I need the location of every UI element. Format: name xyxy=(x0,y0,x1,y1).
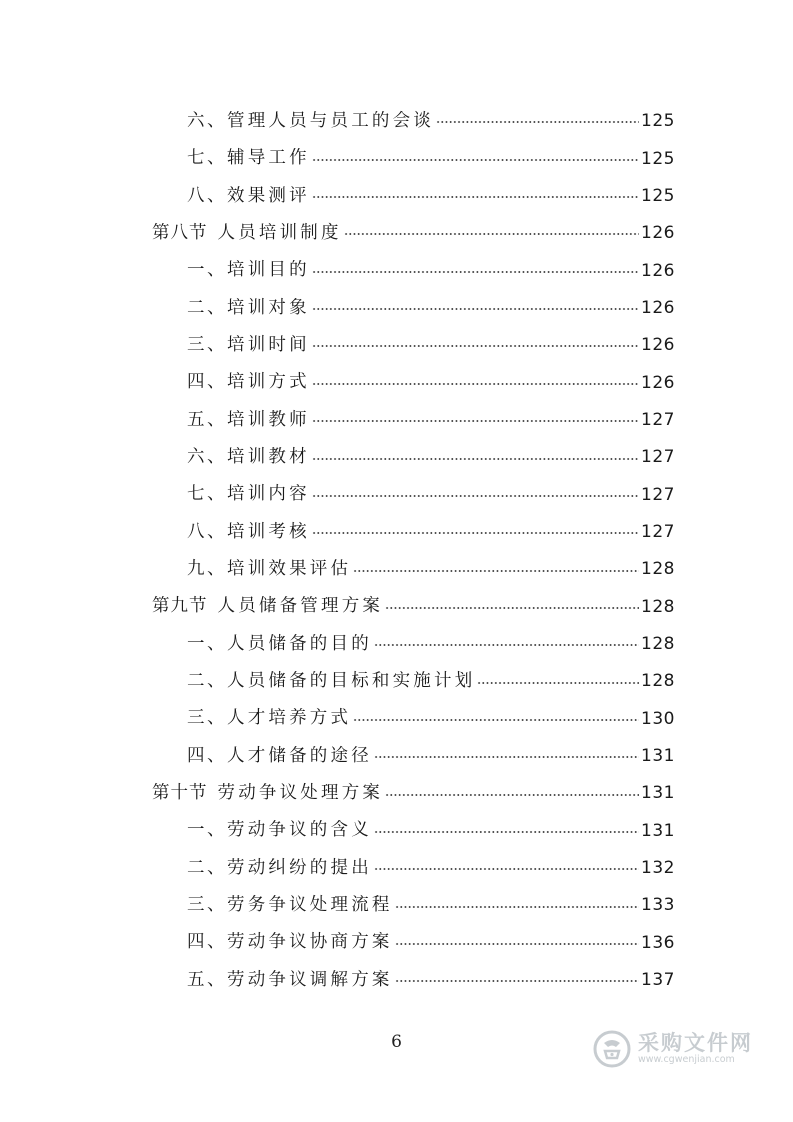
watermark xyxy=(592,1024,762,1074)
toc-entry-number: 三、 xyxy=(187,334,227,355)
toc-entry-number: 第十节 xyxy=(152,783,208,804)
dot-leader xyxy=(312,338,639,348)
toc-entry-row[interactable] xyxy=(0,364,793,401)
toc-entry-row[interactable] xyxy=(0,663,793,700)
toc-entry-number: 一、 xyxy=(187,820,227,841)
toc-entry-title: 人才培养方式 xyxy=(227,708,352,729)
toc-entry-number: 一、 xyxy=(187,260,227,281)
toc-entry xyxy=(187,897,675,915)
toc-entry-row[interactable] xyxy=(0,439,793,476)
toc-entry-number: 二、 xyxy=(187,671,227,692)
toc-entry-title: 培训目的 xyxy=(227,260,310,281)
toc-entry-number: 九、 xyxy=(187,559,227,580)
toc-entry-number: 六、 xyxy=(187,447,227,468)
toc-entry-number: 第九节 xyxy=(152,596,208,617)
toc-entry-page: 128 xyxy=(641,671,675,692)
toc-entry-title: 人员培训制度 xyxy=(217,222,342,243)
dot-leader xyxy=(395,973,639,983)
toc-entry xyxy=(187,185,675,206)
toc-entry-title: 培训效果评估 xyxy=(227,559,352,580)
toc-entry xyxy=(187,673,675,691)
toc-entry-page: 130 xyxy=(641,708,675,729)
dot-leader xyxy=(477,675,639,685)
toc-entry-row[interactable] xyxy=(0,887,793,924)
watermark-name: 采购文件网 xyxy=(638,1031,753,1056)
toc-entry-title: 人才储备的途径 xyxy=(227,745,372,766)
toc-entry-title: 培训内容 xyxy=(227,484,310,505)
toc-entry xyxy=(152,598,675,616)
toc-entry-title: 人员储备的目标和实施计划 xyxy=(227,671,476,692)
toc-entry xyxy=(187,857,675,879)
toc-entry xyxy=(187,710,675,728)
toc-entry-page: 126 xyxy=(641,260,675,281)
dot-leader xyxy=(385,600,639,610)
toc-entry-number: 一、 xyxy=(187,633,227,654)
toc-entry-number: 四、 xyxy=(187,932,227,953)
toc-entry-page: 136 xyxy=(641,932,675,953)
toc-entry xyxy=(187,745,675,767)
toc-entry-number: 五、 xyxy=(187,409,227,430)
toc-entry-title: 培训方式 xyxy=(227,372,310,393)
dot-leader xyxy=(312,488,639,498)
toc-entry xyxy=(187,262,675,280)
toc-entry-row[interactable] xyxy=(0,290,793,327)
dot-leader xyxy=(312,525,639,535)
toc-entry-page: 127 xyxy=(641,521,675,542)
toc-entry-title: 辅导工作 xyxy=(227,148,310,169)
toc-entry-page: 131 xyxy=(641,746,675,767)
toc-entry-row[interactable] xyxy=(0,476,793,513)
toc-entry-row[interactable] xyxy=(0,962,793,999)
toc-entry xyxy=(187,150,675,168)
toc-entry xyxy=(187,969,675,991)
dot-leader xyxy=(374,749,639,759)
toc-entry-page: 128 xyxy=(641,596,675,617)
toc-entry-page: 132 xyxy=(641,858,675,879)
toc-entry xyxy=(187,521,675,542)
toc-section-row[interactable] xyxy=(0,588,793,625)
toc-entry-page: 131 xyxy=(641,820,675,841)
toc-entry-row[interactable] xyxy=(0,701,793,738)
toc-entry-row[interactable] xyxy=(0,626,793,663)
dot-leader xyxy=(353,712,639,722)
toc-entry-row[interactable] xyxy=(0,925,793,962)
toc-entry-title: 培训教材 xyxy=(227,447,310,468)
dot-leader xyxy=(312,189,639,199)
toc-entry-title: 劳动纠纷的提出 xyxy=(227,857,372,878)
toc-entry-row[interactable] xyxy=(0,551,793,588)
dot-leader xyxy=(344,226,639,236)
toc-entry xyxy=(187,374,675,392)
dot-leader xyxy=(436,114,639,124)
toc-entry-title: 劳动争议处理方案 xyxy=(217,783,384,804)
toc-entry-row[interactable] xyxy=(0,850,793,887)
toc-entry-row[interactable] xyxy=(0,178,793,215)
toc-entry-title: 劳动争议调解方案 xyxy=(227,969,393,990)
toc-entry-number: 四、 xyxy=(187,372,227,393)
dot-leader xyxy=(353,563,639,573)
toc-entry-row[interactable] xyxy=(0,103,793,140)
toc-entry-page: 128 xyxy=(641,559,675,580)
toc-entry-number: 四、 xyxy=(187,745,227,766)
toc-section-row[interactable] xyxy=(0,215,793,252)
table-of-contents xyxy=(0,103,793,999)
toc-entry-row[interactable] xyxy=(0,514,793,551)
toc-entry-number: 三、 xyxy=(187,895,227,916)
dot-leader xyxy=(395,899,639,909)
dot-leader xyxy=(385,787,639,797)
toc-entry xyxy=(187,822,675,840)
toc-entry xyxy=(152,222,675,244)
dot-leader xyxy=(312,451,639,461)
toc-section-row[interactable] xyxy=(0,775,793,812)
toc-entry-title: 培训考核 xyxy=(227,521,310,542)
toc-entry-title: 管理人员与员工的会谈 xyxy=(227,110,434,131)
toc-entry-page: 133 xyxy=(641,895,675,916)
toc-entry-row[interactable] xyxy=(0,402,793,439)
toc-entry-number: 八、 xyxy=(187,185,227,206)
toc-entry-title: 人员储备管理方案 xyxy=(217,596,384,617)
cgwenjian-logo-icon xyxy=(592,1029,632,1069)
toc-entry-title: 劳动争议的含义 xyxy=(227,820,372,841)
toc-entry-row[interactable] xyxy=(0,813,793,850)
toc-entry-number: 二、 xyxy=(187,297,227,318)
dot-leader xyxy=(374,861,639,871)
toc-entry-page: 128 xyxy=(641,633,675,654)
toc-entry-page: 131 xyxy=(641,783,675,804)
toc-entry-number: 五、 xyxy=(187,969,227,990)
toc-entry-title: 培训对象 xyxy=(227,297,310,318)
toc-entry xyxy=(187,934,675,952)
toc-entry-row[interactable] xyxy=(0,140,793,177)
toc-entry xyxy=(187,110,675,132)
toc-entry-page: 126 xyxy=(641,372,675,393)
dot-leader xyxy=(312,264,639,274)
toc-entry-page: 125 xyxy=(641,148,675,169)
toc-entry-number: 二、 xyxy=(187,857,227,878)
dot-leader xyxy=(312,152,639,162)
toc-entry-page: 125 xyxy=(641,111,675,132)
toc-entry-page: 126 xyxy=(641,335,675,356)
toc-entry-number: 三、 xyxy=(187,708,227,729)
toc-entry-number: 八、 xyxy=(187,521,227,542)
toc-entry-title: 培训时间 xyxy=(227,334,310,355)
toc-entry-page: 137 xyxy=(641,970,675,991)
toc-entry xyxy=(187,486,675,504)
toc-entry-row[interactable] xyxy=(0,327,793,364)
toc-entry-number: 七、 xyxy=(187,148,227,169)
dot-leader xyxy=(312,301,639,311)
toc-entry-page: 126 xyxy=(641,297,675,318)
toc-entry-number: 七、 xyxy=(187,484,227,505)
watermark-url: www.cgwenjian.com xyxy=(638,1054,735,1066)
toc-entry-row[interactable] xyxy=(0,738,793,775)
toc-entry xyxy=(187,334,675,356)
toc-entry-page: 125 xyxy=(641,185,675,206)
toc-entry xyxy=(152,785,675,803)
dot-leader xyxy=(374,824,639,834)
dot-leader xyxy=(374,637,639,647)
dot-leader xyxy=(395,936,639,946)
toc-entry xyxy=(187,449,675,467)
toc-entry-row[interactable] xyxy=(0,252,793,289)
toc-entry-title: 效果测评 xyxy=(227,185,310,206)
toc-entry-title: 劳动争议协商方案 xyxy=(227,932,393,953)
toc-entry-page: 127 xyxy=(641,484,675,505)
dot-leader xyxy=(312,376,639,386)
toc-entry-title: 劳务争议处理流程 xyxy=(227,895,393,916)
toc-entry xyxy=(187,561,675,579)
dot-leader xyxy=(312,413,639,423)
toc-entry-number: 六、 xyxy=(187,110,227,131)
toc-entry-title: 培训教师 xyxy=(227,409,310,430)
toc-entry xyxy=(187,633,675,654)
page-number: 6 xyxy=(391,1032,402,1052)
toc-entry-title: 人员储备的目的 xyxy=(227,633,372,654)
toc-entry-page: 127 xyxy=(641,409,675,430)
toc-entry-page: 127 xyxy=(641,447,675,468)
toc-entry-page: 126 xyxy=(641,223,675,244)
toc-entry xyxy=(187,409,675,430)
toc-entry xyxy=(187,297,675,318)
toc-entry-number: 第八节 xyxy=(152,222,208,243)
